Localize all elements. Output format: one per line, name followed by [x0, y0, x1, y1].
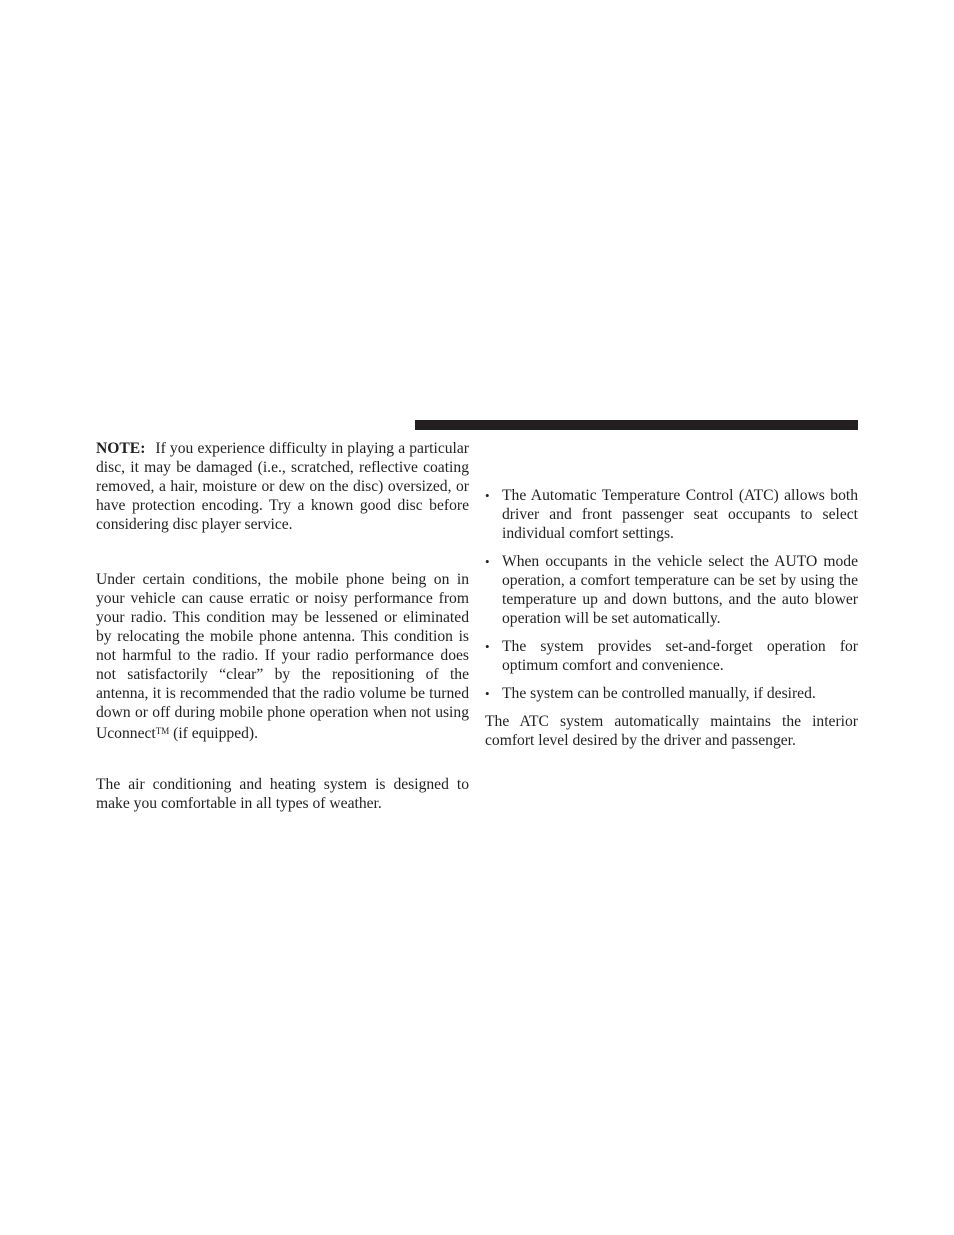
list-item-text: When occupants in the vehicle select the AUTO mode operation, a comfort temperature can be set by using the temperature up and down buttons, and the auto blower operation will be set automatically.: [502, 553, 858, 627]
atc-summary-paragraph: The ATC system automatically maintains the interior comfort level desired by the driver and passenger.: [485, 713, 858, 749]
list-item-text: The Automatic Temperature Control (ATC) allows both driver and front passenger seat occupants to select individual comfort settings.: [502, 487, 858, 542]
mobile-phone-text-end: (if equipped).: [169, 725, 259, 742]
bullet-icon: •: [485, 554, 490, 569]
note-label: NOTE:: [96, 440, 146, 457]
bullet-icon: •: [485, 639, 490, 654]
right-column: [485, 486, 858, 750]
trademark-symbol: TM: [155, 726, 170, 736]
bullet-icon: •: [485, 488, 490, 503]
list-item: [485, 552, 858, 628]
mobile-phone-text: Under certain conditions, the mobile phone being on in your vehicle can cause erratic or noisy performance from your radio. This condition may be lessened or eliminated by relocating the mobile phone antenna. This condition is not harmful to the radio. If your radio performance does not satisfactorily “clear” by the repositioning of the antenna, it is recommended that the radio volume be turned down or off during mobile phone operation when not using Uconnect: [96, 571, 469, 742]
bullet-icon: •: [485, 686, 490, 701]
climate-intro-paragraph: The air conditioning and heating system is designed to make you comfortable in all types of weather.: [96, 776, 469, 812]
list-item: [485, 486, 858, 543]
section-header-bar: [415, 420, 858, 430]
list-item: [485, 637, 858, 675]
atc-feature-list: [485, 486, 858, 703]
list-item-text: The system can be controlled manually, if desired.: [502, 685, 816, 702]
note-paragraph: [96, 439, 469, 534]
note-text: If you experience difficulty in playing a particular disc, it may be damaged (i.e., scratched, reflective coating removed, a hair, moisture or dew on the disc) oversized, or have protection encoding. Try a known good disc before considering disc player service.: [96, 440, 469, 533]
left-column: [96, 439, 469, 813]
list-item: [485, 684, 858, 703]
list-item-text: The system provides set-and-forget operation for optimum comfort and convenience.: [502, 638, 858, 674]
mobile-phone-paragraph: [96, 570, 469, 743]
